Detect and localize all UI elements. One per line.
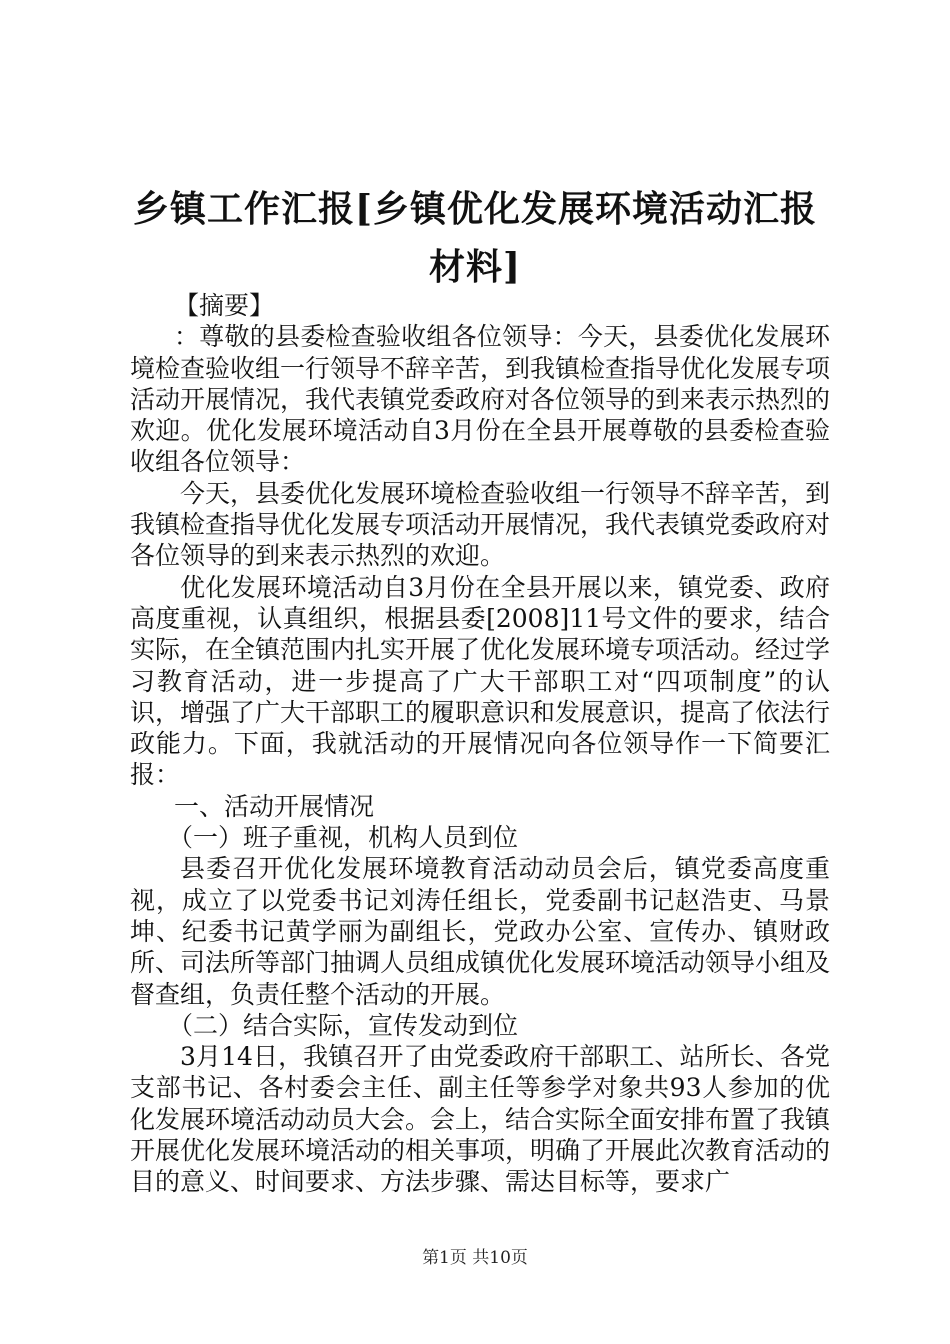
body-paragraph: 3月14日，我镇召开了由党委政府干部职工、站所长、各党支部书记、各村委会主任、副主任等参学对象共93人参加的优化发展环境活动动员大会。会上，结合实际全面安排布置了我镇开展优化发展环境活动的相关事项，明确了开展此次教育活动的目的意义、时间要求、方法步骤、需达目标等，要求广	[130, 1042, 831, 1197]
body-paragraph: 今天，县委优化发展环境检查验收组一行领导不辞辛苦，到我镇检查指导优化发展专项活动开展情况，我代表镇党委政府对各位领导的到来表示热烈的欢迎。	[130, 478, 831, 571]
body-paragraph: 县委召开优化发展环境教育活动动员会后，镇党委高度重视，成立了以党委书记刘涛任组长，党委副书记赵浩吏、马景坤、纪委书记黄学丽为副组长，党政办公室、宣传办、镇财政所、司法所等部门抽调人员组成镇优化发展环境活动领导小组及督查组，负责任整个活动的开展。	[130, 854, 831, 1009]
abstract-paragraph: ：尊敬的县委检查验收组各位领导：今天，县委优化发展环境检查验收组一行领导不辞辛苦，到我镇检查指导优化发展专项活动开展情况，我代表镇党委政府对各位领导的到来表示热烈的欢迎。优化发展环境活动自3月份在全县开展尊敬的县委检查验收组各位领导：	[130, 322, 831, 477]
abstract-label: 【摘要】	[174, 291, 275, 320]
document-title: 乡镇工作汇报[乡镇优化发展环境活动汇报材料]	[132, 188, 818, 288]
document-body	[130, 290, 830, 1198]
body-paragraph: 优化发展环境活动自3月份在全县开展以来，镇党委、政府高度重视，认真组织，根据县委[2008]11号文件的要求，结合实际，在全镇范围内扎实开展了优化发展环境专项活动。经过学习教育活动，进一步提高了广大干部职工对“四项制度”的认识，增强了广大干部职工的履职意识和发展意识，提高了依法行政能力。下面，我就活动的开展情况向各位领导作一下简要汇报：	[130, 572, 831, 790]
subsection-heading: （一）班子重视，机构人员到位	[168, 823, 519, 853]
subsection-heading: （二）结合实际，宣传发动到位	[168, 1010, 519, 1040]
section-heading: 一、活动开展情况	[174, 791, 375, 821]
page-footer: 第1页 共10页	[422, 1248, 528, 1268]
